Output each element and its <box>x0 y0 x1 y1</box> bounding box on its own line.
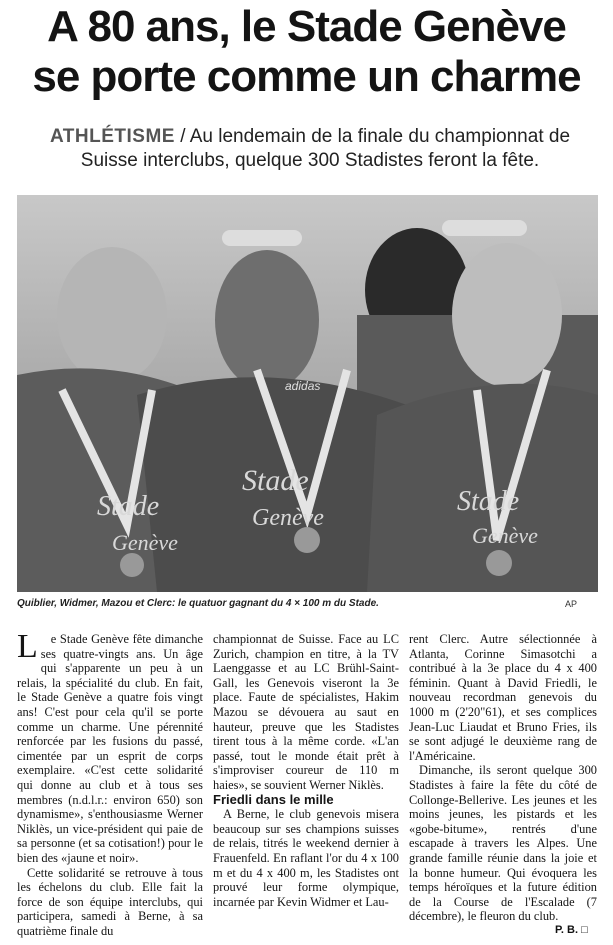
article-paragraph: rent Clerc. Autre sélectionnée à Atlanta, Corinne Simasotchi a contribué à la 3e place du 4 x 400 féminin. Quant à David Friedli, le nouveau recordman genevois du 1000 m (2'20"61), et ses complices Jean-Luc Liaudat et Bruno Fries, ils se sont adjugé le deuxième rang de l'Américaine. <box>409 632 597 763</box>
drop-cap: L <box>17 628 38 665</box>
svg-text:Genève: Genève <box>252 505 324 531</box>
brand-logo: adidas <box>285 379 321 393</box>
standfirst-text: / Au lendemain de la finale du championnat de Suisse interclubs, quelque 300 Stadistes feront la fête. <box>80 126 571 171</box>
svg-text:Stade: Stade <box>457 486 520 517</box>
team-photo <box>17 195 598 592</box>
photo-credit: AP <box>564 599 577 609</box>
article-paragraph: Dimanche, ils seront quelque 300 Stadistes à faire la fête du côté de Collonge-Bellerive. Les jeunes et les moins jeunes, les pistards et les «gobe-bitume», rentrés d'une escapade à travers les Alpes. Une grande famille réunie dans la joie et la bonne humeur. Qui évoquera les temps héroïques et la future édition de la Course de l'Escalade (7 décembre), le fleuron du club. <box>409 763 597 924</box>
headline-line-2: se porte comme un charme <box>32 52 581 101</box>
svg-text:Genève: Genève <box>472 523 538 548</box>
headline-line-1: A 80 ans, le Stade Genève <box>47 2 566 51</box>
svg-text:Stade: Stade <box>242 464 309 497</box>
article-paragraph: championnat de Suisse. Face au LC Zurich, champion en titre, à la TV Laenggasse et au LC Brühl-Saint-Gall, les Genevois viseront la 3e place. Faute de spécialistes, Hakim Mazou se dévouera au saut en hauteur, preuve que les Stadistes tirent tous à la même corde. «L'an passé, tout le monde était prêt à s'improviser coureur de 110 m haies», se souvient Werner Niklès. <box>213 632 399 792</box>
author-signature: P. B. □ <box>555 924 588 936</box>
article-column-2 <box>213 632 399 909</box>
standfirst <box>30 125 590 173</box>
subheading: Friedli dans le mille <box>213 791 334 807</box>
shirt-text-1: Stade <box>97 491 160 522</box>
article-column-1 <box>17 628 203 938</box>
section-kicker: ATHLÉTISME <box>49 126 175 147</box>
photo-illustration <box>17 195 598 592</box>
article-paragraph: A Berne, le club genevois misera beaucoup sur ses champions suisses de relais, titrés le weekend dernier à Frauenfeld. En raflant l'or du 4 x 100 m et du 4 x 400 m, les Stadistes ont prouvé leur forme olympique, incarnée par Kevin Widmer et Lau- <box>213 807 399 909</box>
headline <box>0 2 613 102</box>
article-paragraph: Cette solidarité se retrouve à tous les échelons du club. Elle fait la force de son équipe interclubs, qui participera, samedi à Berne, à sa quatrième finale du <box>17 865 203 938</box>
article-paragraph: L e Stade Genève fête dimanche ses quatre-vingts ans. Un âge qui s'apparente un peu à un relais, la spécialité du club. En fait, le Stade Genève a quatre fois vingt ans! C'est pour cela qu'il se porte comme un charme. Une pérennité renforcée par les fusions du passé, cimentée par un esprit de corps exemplaire. «C'est cette solidarité qui donne au club et à tous ses membres (n.d.l.r.: environ 650) son dynamisme», s'enthousiasme Werner Niklès, un vice-président qui paie de sa personne (et sa cotisation!) pour le bien des «jaune et noir». <box>17 632 203 866</box>
article-column-3 <box>409 632 597 924</box>
shirt-text-2: Genève <box>112 530 178 555</box>
photo-caption: Quiblier, Widmer, Mazou et Clerc: le quatuor gagnant du 4 × 100 m du Stade. <box>17 598 379 609</box>
